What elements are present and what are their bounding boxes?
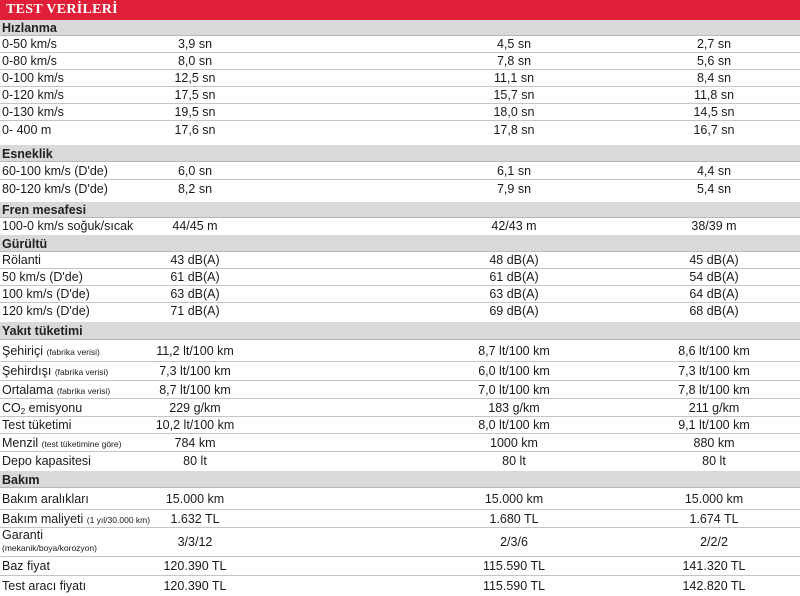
- value-cell-1: 43 dB(A): [170, 253, 220, 267]
- value-cell-3: 880 km: [693, 436, 735, 450]
- value-cell-3: 38/39 m: [691, 219, 737, 233]
- table-row: [0, 162, 800, 180]
- row-label: [2, 529, 97, 554]
- row-label: [2, 182, 108, 196]
- table-row: [0, 557, 800, 576]
- value-cell-2: 7,0 lt/100 km: [478, 383, 550, 397]
- label-text: Garanti: [2, 528, 43, 542]
- label-text: 0- 400 m: [2, 123, 52, 137]
- row-label: [2, 559, 50, 573]
- value-cell-1: 11,2 lt/100 km: [156, 344, 234, 358]
- label-text: 80-120 km/s (D'de): [2, 182, 108, 196]
- table-row: [0, 576, 800, 596]
- row-label: [2, 383, 110, 397]
- row-label: [2, 37, 57, 51]
- value-cell-3: 16,7 sn: [693, 123, 735, 137]
- value-cell-2: 1.680 TL: [489, 512, 539, 526]
- row-label: [2, 436, 121, 450]
- value-cell-1: 19,5 sn: [174, 105, 216, 119]
- value-cell-1: 3,9 sn: [177, 37, 213, 51]
- value-cell-3: 141.320 TL: [682, 559, 746, 573]
- label-note: (fabrika verisi): [56, 386, 111, 396]
- table-row: [0, 528, 800, 557]
- value-cell-2: 4,5 sn: [496, 37, 532, 51]
- label-subscript: 2: [20, 407, 26, 416]
- row-label: [2, 71, 64, 85]
- value-cell-1: 229 g/km: [169, 401, 221, 415]
- value-cell-2: 2/3/6: [500, 535, 528, 549]
- table-title: TEST VERİLERİ: [6, 2, 118, 17]
- value-cell-3: 15.000 km: [684, 492, 744, 506]
- row-label: [2, 123, 51, 137]
- row-label: [2, 270, 83, 284]
- label-text: 0-130 km/s: [2, 105, 64, 119]
- value-cell-3: 54 dB(A): [689, 270, 739, 284]
- row-label: [2, 105, 64, 119]
- value-cell-2: 15.000 km: [484, 492, 544, 506]
- label-text: 0-100 km/s: [2, 71, 64, 85]
- value-cell-1: 6,0 sn: [177, 164, 213, 178]
- row-label: [2, 364, 108, 378]
- value-cell-3: 14,5 sn: [693, 105, 735, 119]
- label-note: (fabrika verisi): [46, 347, 100, 357]
- section-label: Gürültü: [2, 237, 48, 251]
- value-cell-1: 61 dB(A): [170, 270, 220, 284]
- label-text: Bakım maliyeti: [2, 512, 84, 526]
- value-cell-2: 63 dB(A): [489, 287, 539, 301]
- table-row: [0, 269, 800, 286]
- table-row: [0, 286, 800, 303]
- table-row: [0, 362, 800, 381]
- section-label: Bakım: [2, 473, 40, 487]
- value-cell-2: 69 dB(A): [489, 304, 539, 318]
- label-text: Menzil: [2, 436, 39, 450]
- label-text: 0-50 km/s: [2, 37, 57, 51]
- value-cell-2: 11,1 sn: [493, 71, 535, 85]
- value-cell-3: 11,8 sn: [693, 88, 735, 102]
- row-label: [2, 492, 89, 506]
- label-part: CO: [2, 401, 21, 415]
- value-cell-2: 61 dB(A): [489, 270, 539, 284]
- label-text: 120 km/s (D'de): [2, 304, 90, 318]
- value-cell-1: 8,7 lt/100 km: [159, 383, 231, 397]
- table-row: [0, 70, 800, 87]
- value-cell-1: 7,3 lt/100 km: [159, 364, 231, 378]
- value-cell-3: 142.820 TL: [682, 579, 746, 593]
- row-label: [2, 418, 71, 432]
- table-row: [0, 399, 800, 417]
- value-cell-2: 115.590 TL: [482, 579, 546, 593]
- label-text: Test tüketimi: [2, 418, 72, 432]
- table-row: [0, 303, 800, 320]
- row-label: [2, 344, 100, 358]
- value-cell-2: 8,7 lt/100 km: [478, 344, 550, 358]
- value-cell-3: 7,8 lt/100 km: [678, 383, 750, 397]
- label-text: 100-0 km/s soğuk/sıcak: [2, 219, 134, 233]
- value-cell-1: 12,5 sn: [174, 71, 216, 85]
- value-cell-2: 48 dB(A): [489, 253, 539, 267]
- table-row: [0, 381, 800, 399]
- section-header-fren: [0, 202, 800, 218]
- label-text: 50 km/s (D'de): [2, 270, 83, 284]
- value-cell-1: 10,2 lt/100 km: [155, 418, 235, 432]
- label-note: (mekanik/boya/korozyon): [2, 543, 97, 553]
- table-row: [0, 452, 800, 470]
- label-text: 100 km/s (D'de): [2, 287, 90, 301]
- value-cell-3: 4,4 sn: [696, 164, 732, 178]
- value-cell-1: 120.390 TL: [163, 559, 227, 573]
- label-text: Test aracı fiyatı: [2, 579, 87, 593]
- value-cell-3: 1.674 TL: [689, 512, 739, 526]
- label-text: Bakım aralıkları: [2, 492, 89, 506]
- section-label: Yakıt tüketimi: [2, 324, 83, 338]
- value-cell-2: 80 lt: [502, 454, 526, 468]
- label-text: Baz fiyat: [2, 559, 50, 573]
- section-label: Hızlanma: [2, 21, 57, 35]
- value-cell-2: 183 g/km: [488, 401, 540, 415]
- section-header-gurultu: [0, 235, 800, 252]
- value-cell-1: 71 dB(A): [170, 304, 220, 318]
- value-cell-1: 784 km: [174, 436, 216, 450]
- label-note: (test tüketimine göre): [41, 439, 122, 449]
- value-cell-1: 17,5 sn: [174, 88, 216, 102]
- value-cell-2: 6,0 lt/100 km: [478, 364, 550, 378]
- value-cell-2: 8,0 lt/100 km: [478, 418, 550, 432]
- row-label: [2, 401, 82, 416]
- title-bar: [0, 0, 800, 20]
- table-row: [0, 218, 800, 235]
- value-cell-3: 7,3 lt/100 km: [678, 364, 750, 378]
- table-row: [0, 87, 800, 104]
- section-label: Fren mesafesi: [2, 203, 87, 217]
- section-header-bakim: [0, 471, 800, 488]
- value-cell-1: 8,0 sn: [177, 54, 213, 68]
- value-cell-1: 15.000 km: [165, 492, 225, 506]
- label-text: Depo kapasitesi: [2, 454, 91, 468]
- table-row: [0, 510, 800, 528]
- value-cell-3: 5,4 sn: [696, 182, 732, 196]
- value-cell-3: 68 dB(A): [689, 304, 739, 318]
- row-label: [2, 219, 133, 233]
- label-text: Şehiriçi: [2, 344, 43, 358]
- value-cell-2: 7,9 sn: [496, 182, 532, 196]
- value-cell-3: 45 dB(A): [689, 253, 739, 267]
- value-cell-1: 120.390 TL: [163, 579, 227, 593]
- value-cell-2: 18,0 sn: [493, 105, 535, 119]
- row-label: [2, 304, 90, 318]
- table-row: [0, 252, 800, 269]
- value-cell-1: 17,6 sn: [174, 123, 216, 137]
- value-cell-3: 80 lt: [702, 454, 726, 468]
- table-row: [0, 121, 800, 139]
- label-note: (fabrika verisi): [54, 367, 109, 377]
- value-cell-1: 44/45 m: [172, 219, 218, 233]
- row-label: [2, 579, 86, 593]
- table-row: [0, 488, 800, 510]
- row-label: [2, 164, 108, 178]
- value-cell-3: 2,7 sn: [696, 37, 732, 51]
- label-text: 60-100 km/s (D'de): [2, 164, 108, 178]
- table-row: [0, 417, 800, 434]
- value-cell-3: 211 g/km: [688, 401, 740, 415]
- label-text: Şehirdışı: [2, 364, 52, 378]
- value-cell-3: 5,6 sn: [696, 54, 732, 68]
- section-header-yakit: [0, 322, 800, 340]
- label-text: 0-120 km/s: [2, 88, 64, 102]
- row-label: [2, 287, 90, 301]
- label-text: Rölanti: [2, 253, 41, 267]
- value-cell-1: 1.632 TL: [170, 512, 220, 526]
- value-cell-2: 42/43 m: [491, 219, 537, 233]
- value-cell-2: 6,1 sn: [496, 164, 532, 178]
- label-text: Ortalama: [2, 383, 54, 397]
- value-cell-2: 115.590 TL: [482, 559, 546, 573]
- table-row: [0, 53, 800, 70]
- label-part: emisyonu: [25, 401, 83, 415]
- value-cell-3: 9,1 lt/100 km: [678, 418, 750, 432]
- value-cell-3: 8,4 sn: [696, 71, 732, 85]
- row-label: [2, 88, 64, 102]
- table-row: [0, 434, 800, 452]
- value-cell-2: 7,8 sn: [496, 54, 532, 68]
- value-cell-1: 8,2 sn: [177, 182, 213, 196]
- table-row: [0, 340, 800, 362]
- value-cell-3: 8,6 lt/100 km: [678, 344, 750, 358]
- row-label: [2, 253, 41, 267]
- table-row: [0, 180, 800, 198]
- value-cell-3: 64 dB(A): [689, 287, 739, 301]
- section-header-esneklik: [0, 145, 800, 162]
- value-cell-1: 3/3/12: [177, 535, 213, 549]
- row-label: [2, 54, 57, 68]
- table-row: [0, 36, 800, 53]
- label-text: 0-80 km/s: [2, 54, 57, 68]
- value-cell-1: 80 lt: [183, 454, 207, 468]
- section-header-hizlanma: [0, 20, 800, 36]
- section-label: Esneklik: [2, 147, 53, 161]
- value-cell-2: 17,8 sn: [493, 123, 535, 137]
- value-cell-2: 1000 km: [490, 436, 538, 450]
- row-label: [2, 454, 91, 468]
- value-cell-3: 2/2/2: [700, 535, 728, 549]
- label-note: (1 yıl/30.000 km): [86, 515, 151, 525]
- value-cell-2: 15,7 sn: [493, 88, 535, 102]
- table-row: [0, 104, 800, 121]
- value-cell-1: 63 dB(A): [170, 287, 220, 301]
